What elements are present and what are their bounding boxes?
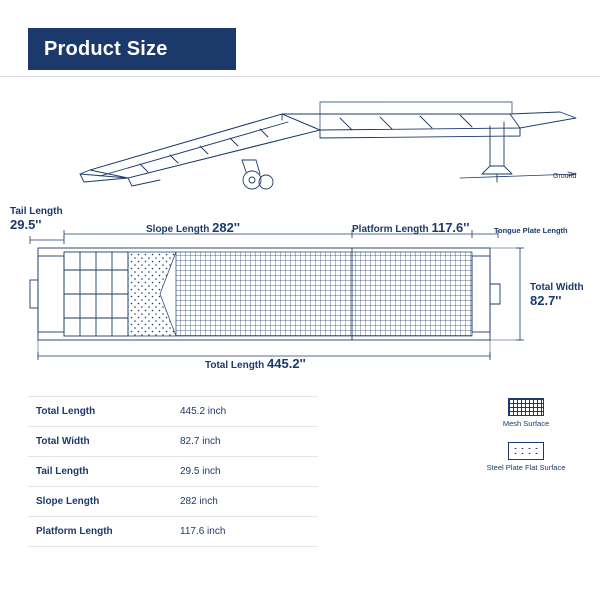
ramp-perspective-svg bbox=[20, 82, 580, 194]
slope-length-dimension bbox=[146, 220, 240, 235]
steel-plate-flat-surface-swatch-icon bbox=[508, 442, 544, 460]
ramp-plan-drawing bbox=[0, 200, 600, 380]
mesh-surface-label: Mesh Surface bbox=[502, 419, 550, 428]
total-width-dimension bbox=[530, 282, 584, 308]
page-title: Product Size bbox=[44, 37, 168, 60]
spec-key: Slope Length bbox=[28, 487, 154, 517]
header-divider bbox=[0, 76, 600, 77]
spec-value: 29.5 inch bbox=[154, 457, 318, 487]
total-width-label: Total Width bbox=[530, 282, 584, 293]
total-length-dimension bbox=[205, 356, 306, 371]
slope-length-value: 282'' bbox=[212, 220, 240, 235]
table-row bbox=[28, 427, 318, 457]
platform-length-label: Platform Length bbox=[352, 224, 429, 235]
platform-length-value: 117.6'' bbox=[431, 220, 470, 235]
spec-key: Total Length bbox=[28, 397, 154, 427]
tail-length-label: Tail Length bbox=[10, 206, 63, 217]
spec-key: Platform Length bbox=[28, 517, 154, 547]
page-title-banner bbox=[28, 28, 236, 70]
slope-length-label: Slope Length bbox=[146, 224, 210, 235]
tail-length-dimension bbox=[10, 206, 63, 232]
spec-value: 82.7 inch bbox=[154, 427, 318, 457]
spec-table bbox=[28, 396, 318, 547]
table-row bbox=[28, 487, 318, 517]
total-length-label: Total Length bbox=[205, 360, 265, 371]
table-row bbox=[28, 397, 318, 427]
total-length-value: 445.2'' bbox=[267, 356, 306, 371]
spec-key: Tail Length bbox=[28, 457, 154, 487]
spec-key: Total Width bbox=[28, 427, 154, 457]
tongue-plate-length-label: Tongue Plate Length bbox=[494, 226, 568, 235]
total-width-value: 82.7'' bbox=[530, 293, 562, 308]
spec-value: 117.6 inch bbox=[154, 517, 318, 547]
ramp-perspective-drawing bbox=[20, 82, 580, 194]
tail-length-value: 29.5'' bbox=[10, 217, 42, 232]
steel-plate-flat-surface-label: Steel Plate Flat Surface bbox=[486, 463, 566, 472]
spec-value: 282 inch bbox=[154, 487, 318, 517]
table-row bbox=[28, 517, 318, 547]
spec-value: 445.2 inch bbox=[154, 397, 318, 427]
table-row bbox=[28, 457, 318, 487]
legend bbox=[466, 398, 586, 486]
platform-length-dimension bbox=[352, 220, 469, 235]
mesh-surface-swatch-icon bbox=[508, 398, 544, 416]
ground-label: Ground bbox=[553, 173, 577, 180]
